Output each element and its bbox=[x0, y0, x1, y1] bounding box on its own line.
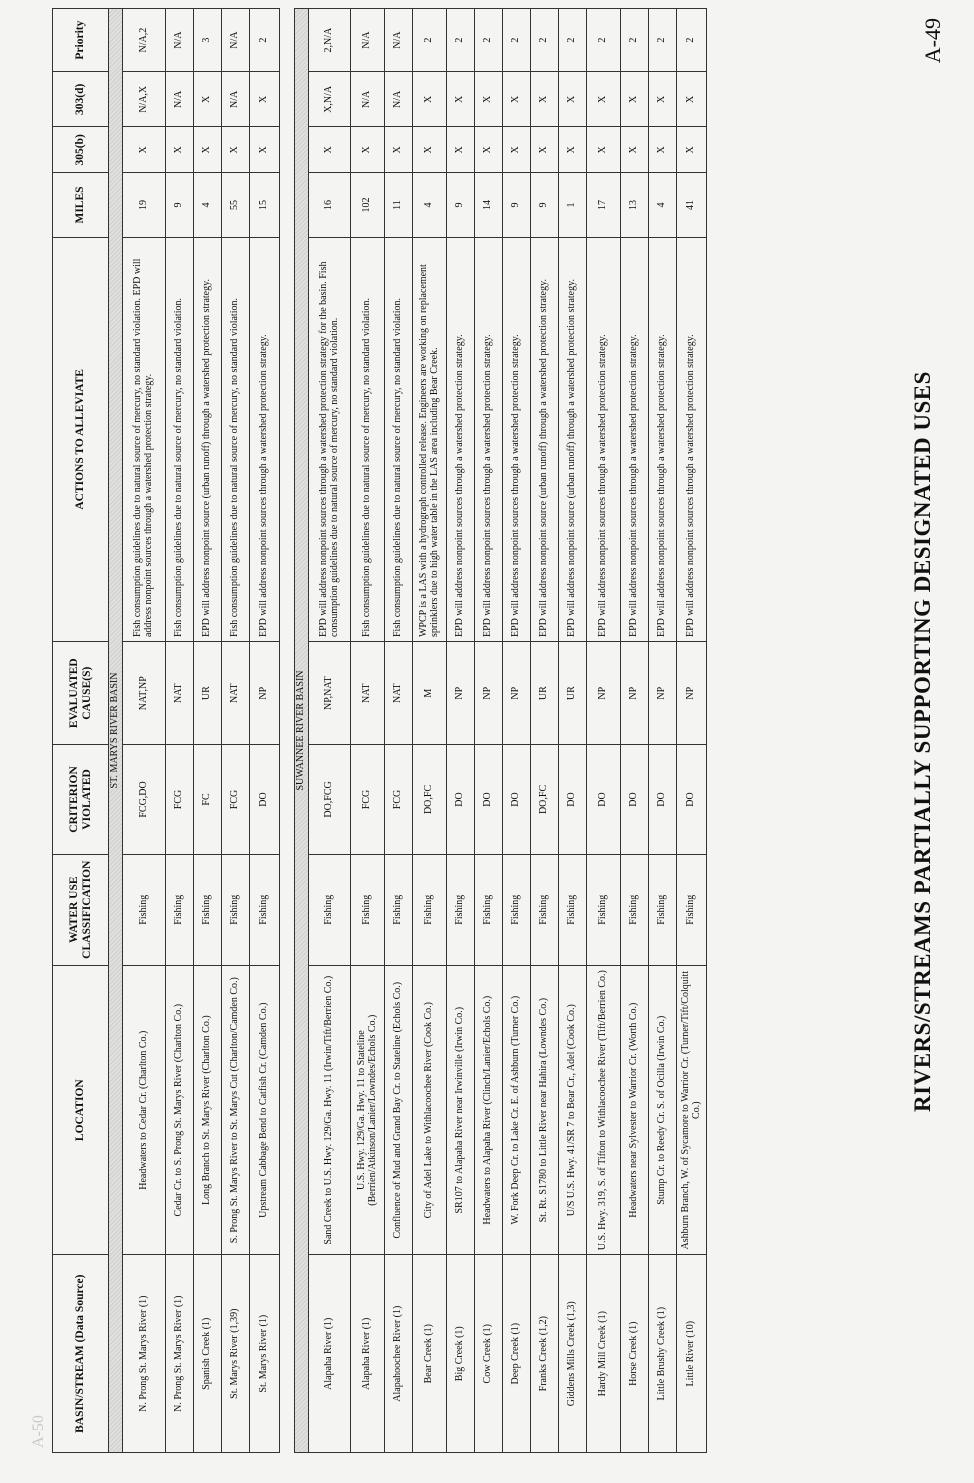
table-body bbox=[109, 9, 707, 1453]
cell-cause: NAT bbox=[351, 642, 385, 745]
cell-action: EPD will address nonpoint sources through a watershed protection strategy. bbox=[503, 237, 531, 641]
cell-miles: 4 bbox=[413, 173, 447, 237]
cell-criterion: DO bbox=[559, 745, 587, 854]
cell-criterion: FCG bbox=[385, 745, 413, 854]
cell-priority: 2 bbox=[649, 9, 677, 72]
cell-location: Ashburn Branch, W. of Sycamore to Warrior Cr. (Turner/Tift/Colquitt Co.) bbox=[677, 965, 707, 1254]
table-row bbox=[351, 9, 385, 1453]
cell-priority: 2 bbox=[250, 9, 280, 72]
cell-action: EPD will address nonpoint sources through a watershed protection strategy. bbox=[587, 237, 621, 641]
cell-location: Cedar Cr. to S. Prong St. Marys River (Charlton Co.) bbox=[166, 965, 194, 1254]
section-gap bbox=[280, 9, 295, 1453]
cell-criterion: DO bbox=[677, 745, 707, 854]
cell-priority: 2,N/A bbox=[309, 9, 351, 72]
cell-water-use: Fishing bbox=[447, 854, 475, 965]
cell-action: EPD will address nonpoint source (urban runoff) through a watershed protection strategy. bbox=[194, 237, 222, 641]
cell-stream: N. Prong St. Marys River (1) bbox=[123, 1255, 166, 1453]
col-actions: ACTIONS TO ALLEVIATE bbox=[53, 237, 109, 641]
cell-criterion: DO bbox=[503, 745, 531, 854]
cell-stream: Big Creek (1) bbox=[447, 1255, 475, 1453]
cell-criterion: FC bbox=[194, 745, 222, 854]
cell-location: St. Rt. S1780 to Little River near Hahira (Lowndes Co.) bbox=[531, 965, 559, 1254]
cell-criterion: FCG bbox=[166, 745, 194, 854]
cell-location: Headwaters to Alapaha River (Clinch/Lanier/Echols Co.) bbox=[475, 965, 503, 1254]
cell-criterion: DO,FC bbox=[413, 745, 447, 854]
cell-location: Upstream Cabbage Bend to Catfish Cr. (Camden Co.) bbox=[250, 965, 280, 1254]
table-row bbox=[123, 9, 166, 1453]
cell-miles: 13 bbox=[621, 173, 649, 237]
cell-miles: 9 bbox=[531, 173, 559, 237]
table-row bbox=[222, 9, 250, 1453]
cell-303d: X,N/A bbox=[309, 72, 351, 127]
cell-cause: NAT,NP bbox=[123, 642, 166, 745]
cell-stream: Alapahoochee River (1) bbox=[385, 1255, 413, 1453]
basin-name: SUWANNEE RIVER BASIN bbox=[295, 9, 309, 1453]
cell-priority: 3 bbox=[194, 9, 222, 72]
cell-303d: X bbox=[621, 72, 649, 127]
table-row bbox=[385, 9, 413, 1453]
cell-action: WPCP is a LAS with a hydrograph controlled release. Engineers are working on replacement sprinklers due to high water table in the LAS area including Bear Creek. bbox=[413, 237, 447, 641]
cell-303d: X bbox=[447, 72, 475, 127]
cell-miles: 41 bbox=[677, 173, 707, 237]
cell-location: U.S. Hwy. 129/Ga. Hwy. 11 to Stateline (Berrien/Atkinson/Lanier/Lowndes/Echols Co.) bbox=[351, 965, 385, 1254]
cell-priority: N/A bbox=[166, 9, 194, 72]
table-row bbox=[475, 9, 503, 1453]
table-row bbox=[621, 9, 649, 1453]
cell-priority: 2 bbox=[413, 9, 447, 72]
cell-stream: Giddens Mills Creek (1,3) bbox=[559, 1255, 587, 1453]
cell-priority: N/A bbox=[385, 9, 413, 72]
cell-cause: UR bbox=[194, 642, 222, 745]
cell-305b: X bbox=[166, 127, 194, 173]
cell-criterion: DO bbox=[621, 745, 649, 854]
page-number: A-49 bbox=[920, 18, 945, 64]
basin-name: ST. MARYS RIVER BASIN bbox=[109, 9, 123, 1453]
cell-water-use: Fishing bbox=[166, 854, 194, 965]
basin-header-row bbox=[109, 9, 123, 1453]
cell-priority: 2 bbox=[559, 9, 587, 72]
cell-303d: X bbox=[649, 72, 677, 127]
cell-criterion: FCG,DO bbox=[123, 745, 166, 854]
cell-location: S. Prong St. Marys River to St. Marys Cut (Charlton/Camden Co.) bbox=[222, 965, 250, 1254]
basin-header-row bbox=[295, 9, 309, 1453]
cell-criterion: DO bbox=[250, 745, 280, 854]
cell-location: U/S U.S. Hwy. 41/SR 7 to Bear Cr., Adel (Cook Co.) bbox=[559, 965, 587, 1254]
cell-water-use: Fishing bbox=[351, 854, 385, 965]
table-row bbox=[503, 9, 531, 1453]
cell-303d: X bbox=[559, 72, 587, 127]
cell-miles: 9 bbox=[166, 173, 194, 237]
cell-water-use: Fishing bbox=[475, 854, 503, 965]
cell-cause: NP,NAT bbox=[309, 642, 351, 745]
col-basin-stream: BASIN/STREAM (Data Source) bbox=[53, 1255, 109, 1453]
cell-305b: X bbox=[385, 127, 413, 173]
cell-stream: Bear Creek (1) bbox=[413, 1255, 447, 1453]
cell-action: EPD will address nonpoint sources through a watershed protection strategy. bbox=[649, 237, 677, 641]
cell-action: Fish consumption guidelines due to natural source of mercury, no standard violation. bbox=[385, 237, 413, 641]
cell-cause: NP bbox=[475, 642, 503, 745]
cell-location: City of Adel Lake to Withlacoochee River (Cook Co.) bbox=[413, 965, 447, 1254]
cell-priority: N/A bbox=[351, 9, 385, 72]
table-row bbox=[166, 9, 194, 1453]
cell-action: EPD will address nonpoint source (urban runoff) through a watershed protection strategy. bbox=[559, 237, 587, 641]
cell-location: Headwaters near Sylvester to Warrior Cr. (Worth Co.) bbox=[621, 965, 649, 1254]
cell-303d: X bbox=[503, 72, 531, 127]
cell-cause: NP bbox=[250, 642, 280, 745]
cell-305b: X bbox=[531, 127, 559, 173]
cell-305b: X bbox=[123, 127, 166, 173]
cell-criterion: DO bbox=[447, 745, 475, 854]
cell-water-use: Fishing bbox=[559, 854, 587, 965]
page-title: RIVERS/STREAMS PARTIALLY SUPPORTING DESIGNATED USES bbox=[910, 371, 935, 1112]
cell-priority: 2 bbox=[447, 9, 475, 72]
table-row bbox=[559, 9, 587, 1453]
cell-stream: Cow Creek (1) bbox=[475, 1255, 503, 1453]
cell-action: Fish consumption guidelines due to natural source of mercury, no standard violation. bbox=[166, 237, 194, 641]
table-row bbox=[447, 9, 475, 1453]
cell-location: W. Fork Deep Cr. to Lake Cr. E. of Ashburn (Turner Co.) bbox=[503, 965, 531, 1254]
bleed-through-page-number: A-50 bbox=[30, 1415, 47, 1448]
cell-303d: N/A bbox=[222, 72, 250, 127]
cell-cause: NP bbox=[447, 642, 475, 745]
cell-miles: 11 bbox=[385, 173, 413, 237]
cell-305b: X bbox=[621, 127, 649, 173]
cell-criterion: DO bbox=[587, 745, 621, 854]
cell-water-use: Fishing bbox=[123, 854, 166, 965]
cell-305b: X bbox=[677, 127, 707, 173]
cell-miles: 4 bbox=[194, 173, 222, 237]
cell-303d: X bbox=[531, 72, 559, 127]
cell-criterion: DO bbox=[475, 745, 503, 854]
cell-303d: N/A bbox=[166, 72, 194, 127]
cell-criterion: DO,FCG bbox=[309, 745, 351, 854]
cell-cause: NP bbox=[503, 642, 531, 745]
cell-305b: X bbox=[351, 127, 385, 173]
cell-303d: X bbox=[250, 72, 280, 127]
cell-cause: UR bbox=[531, 642, 559, 745]
cell-cause: M bbox=[413, 642, 447, 745]
table-row bbox=[649, 9, 677, 1453]
cell-305b: X bbox=[309, 127, 351, 173]
cell-303d: X bbox=[475, 72, 503, 127]
cell-miles: 102 bbox=[351, 173, 385, 237]
cell-water-use: Fishing bbox=[309, 854, 351, 965]
cell-priority: 2 bbox=[503, 9, 531, 72]
cell-stream: Deep Creek (1) bbox=[503, 1255, 531, 1453]
cell-miles: 9 bbox=[503, 173, 531, 237]
cell-305b: X bbox=[475, 127, 503, 173]
cell-cause: NAT bbox=[385, 642, 413, 745]
cell-action: EPD will address nonpoint sources through a watershed protection strategy for the basin. Fish consumption guidelines due to natural source of mercury, no standard violation. bbox=[309, 237, 351, 641]
cell-priority: 2 bbox=[475, 9, 503, 72]
cell-miles: 1 bbox=[559, 173, 587, 237]
table-row bbox=[250, 9, 280, 1453]
cell-action: EPD will address nonpoint sources through a watershed protection strategy. bbox=[621, 237, 649, 641]
cell-stream: N. Prong St. Marys River (1) bbox=[166, 1255, 194, 1453]
cell-stream: Franks Creek (1,2) bbox=[531, 1255, 559, 1453]
cell-priority: N/A bbox=[222, 9, 250, 72]
cell-action: EPD will address nonpoint sources through a watershed protection strategy. bbox=[677, 237, 707, 641]
cell-cause: NAT bbox=[166, 642, 194, 745]
cell-cause: NP bbox=[649, 642, 677, 745]
cell-305b: X bbox=[503, 127, 531, 173]
cell-miles: 17 bbox=[587, 173, 621, 237]
cell-location: Long Branch to St. Marys River (Charlton Co.) bbox=[194, 965, 222, 1254]
cell-water-use: Fishing bbox=[222, 854, 250, 965]
cell-305b: X bbox=[649, 127, 677, 173]
cell-action: EPD will address nonpoint source (urban runoff) through a watershed protection strategy. bbox=[531, 237, 559, 641]
cell-location: Headwaters to Cedar Cr. (Charlton Co.) bbox=[123, 965, 166, 1254]
cell-stream: Hardy Mill Creek (1) bbox=[587, 1255, 621, 1453]
cell-miles: 4 bbox=[649, 173, 677, 237]
cell-priority: 2 bbox=[677, 9, 707, 72]
cell-action: Fish consumption guidelines due to natural source of mercury, no standard violation. bbox=[351, 237, 385, 641]
cell-criterion: FCG bbox=[351, 745, 385, 854]
cell-303d: X bbox=[194, 72, 222, 127]
col-location: LOCATION bbox=[53, 965, 109, 1254]
table-row bbox=[587, 9, 621, 1453]
cell-305b: X bbox=[222, 127, 250, 173]
cell-water-use: Fishing bbox=[385, 854, 413, 965]
cell-water-use: Fishing bbox=[649, 854, 677, 965]
col-miles: MILES bbox=[53, 173, 109, 237]
cell-cause: NAT bbox=[222, 642, 250, 745]
cell-water-use: Fishing bbox=[503, 854, 531, 965]
cell-water-use: Fishing bbox=[677, 854, 707, 965]
cell-303d: X bbox=[587, 72, 621, 127]
cell-cause: NP bbox=[677, 642, 707, 745]
cell-miles: 9 bbox=[447, 173, 475, 237]
cell-stream: Horse Creek (1) bbox=[621, 1255, 649, 1453]
cell-priority: 2 bbox=[531, 9, 559, 72]
cell-miles: 14 bbox=[475, 173, 503, 237]
cell-305b: X bbox=[413, 127, 447, 173]
cell-303d: N/A bbox=[385, 72, 413, 127]
cell-location: Stump Cr. to Reedy Cr. S. of Ocilla (Irwin Co.) bbox=[649, 965, 677, 1254]
col-305b: 305(b) bbox=[53, 127, 109, 173]
cell-priority: 2 bbox=[621, 9, 649, 72]
col-cause: EVALUATED CAUSE(S) bbox=[53, 642, 109, 745]
cell-303d: X bbox=[677, 72, 707, 127]
streams-table bbox=[52, 8, 707, 1453]
cell-location: SR107 to Alapaha River near Irwinville (Irwin Co.) bbox=[447, 965, 475, 1254]
cell-stream: Spanish Creek (1) bbox=[194, 1255, 222, 1453]
cell-303d: X bbox=[413, 72, 447, 127]
cell-stream: St. Marys River (1) bbox=[250, 1255, 280, 1453]
cell-305b: X bbox=[250, 127, 280, 173]
cell-water-use: Fishing bbox=[587, 854, 621, 965]
cell-criterion: FCG bbox=[222, 745, 250, 854]
table-row bbox=[531, 9, 559, 1453]
cell-305b: X bbox=[194, 127, 222, 173]
cell-305b: X bbox=[559, 127, 587, 173]
cell-location: Sand Creek to U.S. Hwy. 129/Ga. Hwy. 11 (Irwin/Tift/Berrien Co.) bbox=[309, 965, 351, 1254]
cell-stream: Alapaha River (1) bbox=[351, 1255, 385, 1453]
cell-cause: NP bbox=[621, 642, 649, 745]
cell-location: U.S. Hwy. 319, S. of Tifton to Withlacoochee River (Tift/Berrien Co.) bbox=[587, 965, 621, 1254]
cell-action: Fish consumption guidelines due to natural source of mercury, no standard violation. EPD will address nonpoint sources through a watershed protection strategy. bbox=[123, 237, 166, 641]
col-303d: 303(d) bbox=[53, 72, 109, 127]
cell-water-use: Fishing bbox=[194, 854, 222, 965]
cell-miles: 19 bbox=[123, 173, 166, 237]
cell-stream: Little River (10) bbox=[677, 1255, 707, 1453]
cell-action: Fish consumption guidelines due to natural source of mercury, no standard violation. bbox=[222, 237, 250, 641]
cell-stream: St. Marys River (1,39) bbox=[222, 1255, 250, 1453]
table-row bbox=[194, 9, 222, 1453]
table-row bbox=[309, 9, 351, 1453]
cell-miles: 16 bbox=[309, 173, 351, 237]
cell-305b: X bbox=[587, 127, 621, 173]
table-row bbox=[413, 9, 447, 1453]
col-water-use: WATER USE CLASSIFICATION bbox=[53, 854, 109, 965]
cell-action: EPD will address nonpoint sources through a watershed protection strategy. bbox=[447, 237, 475, 641]
cell-cause: UR bbox=[559, 642, 587, 745]
cell-water-use: Fishing bbox=[250, 854, 280, 965]
table-row bbox=[677, 9, 707, 1453]
cell-305b: X bbox=[447, 127, 475, 173]
cell-action: EPD will address nonpoint sources through a watershed protection strategy. bbox=[250, 237, 280, 641]
cell-stream: Alapaha River (1) bbox=[309, 1255, 351, 1453]
cell-water-use: Fishing bbox=[621, 854, 649, 965]
cell-stream: Little Brushy Creek (1) bbox=[649, 1255, 677, 1453]
col-criterion: CRITERION VIOLATED bbox=[53, 745, 109, 854]
cell-criterion: DO,FC bbox=[531, 745, 559, 854]
col-priority: Priority bbox=[53, 9, 109, 72]
cell-303d: N/A bbox=[351, 72, 385, 127]
cell-303d: N/A,X bbox=[123, 72, 166, 127]
cell-water-use: Fishing bbox=[531, 854, 559, 965]
table-header bbox=[53, 9, 109, 1453]
cell-action: EPD will address nonpoint sources through a watershed protection strategy. bbox=[475, 237, 503, 641]
cell-priority: N/A,2 bbox=[123, 9, 166, 72]
cell-cause: NP bbox=[587, 642, 621, 745]
cell-water-use: Fishing bbox=[413, 854, 447, 965]
cell-priority: 2 bbox=[587, 9, 621, 72]
cell-location: Confluence of Mud and Grand Bay Cr. to Stateline (Echols Co.) bbox=[385, 965, 413, 1254]
cell-miles: 15 bbox=[250, 173, 280, 237]
cell-criterion: DO bbox=[649, 745, 677, 854]
cell-miles: 55 bbox=[222, 173, 250, 237]
